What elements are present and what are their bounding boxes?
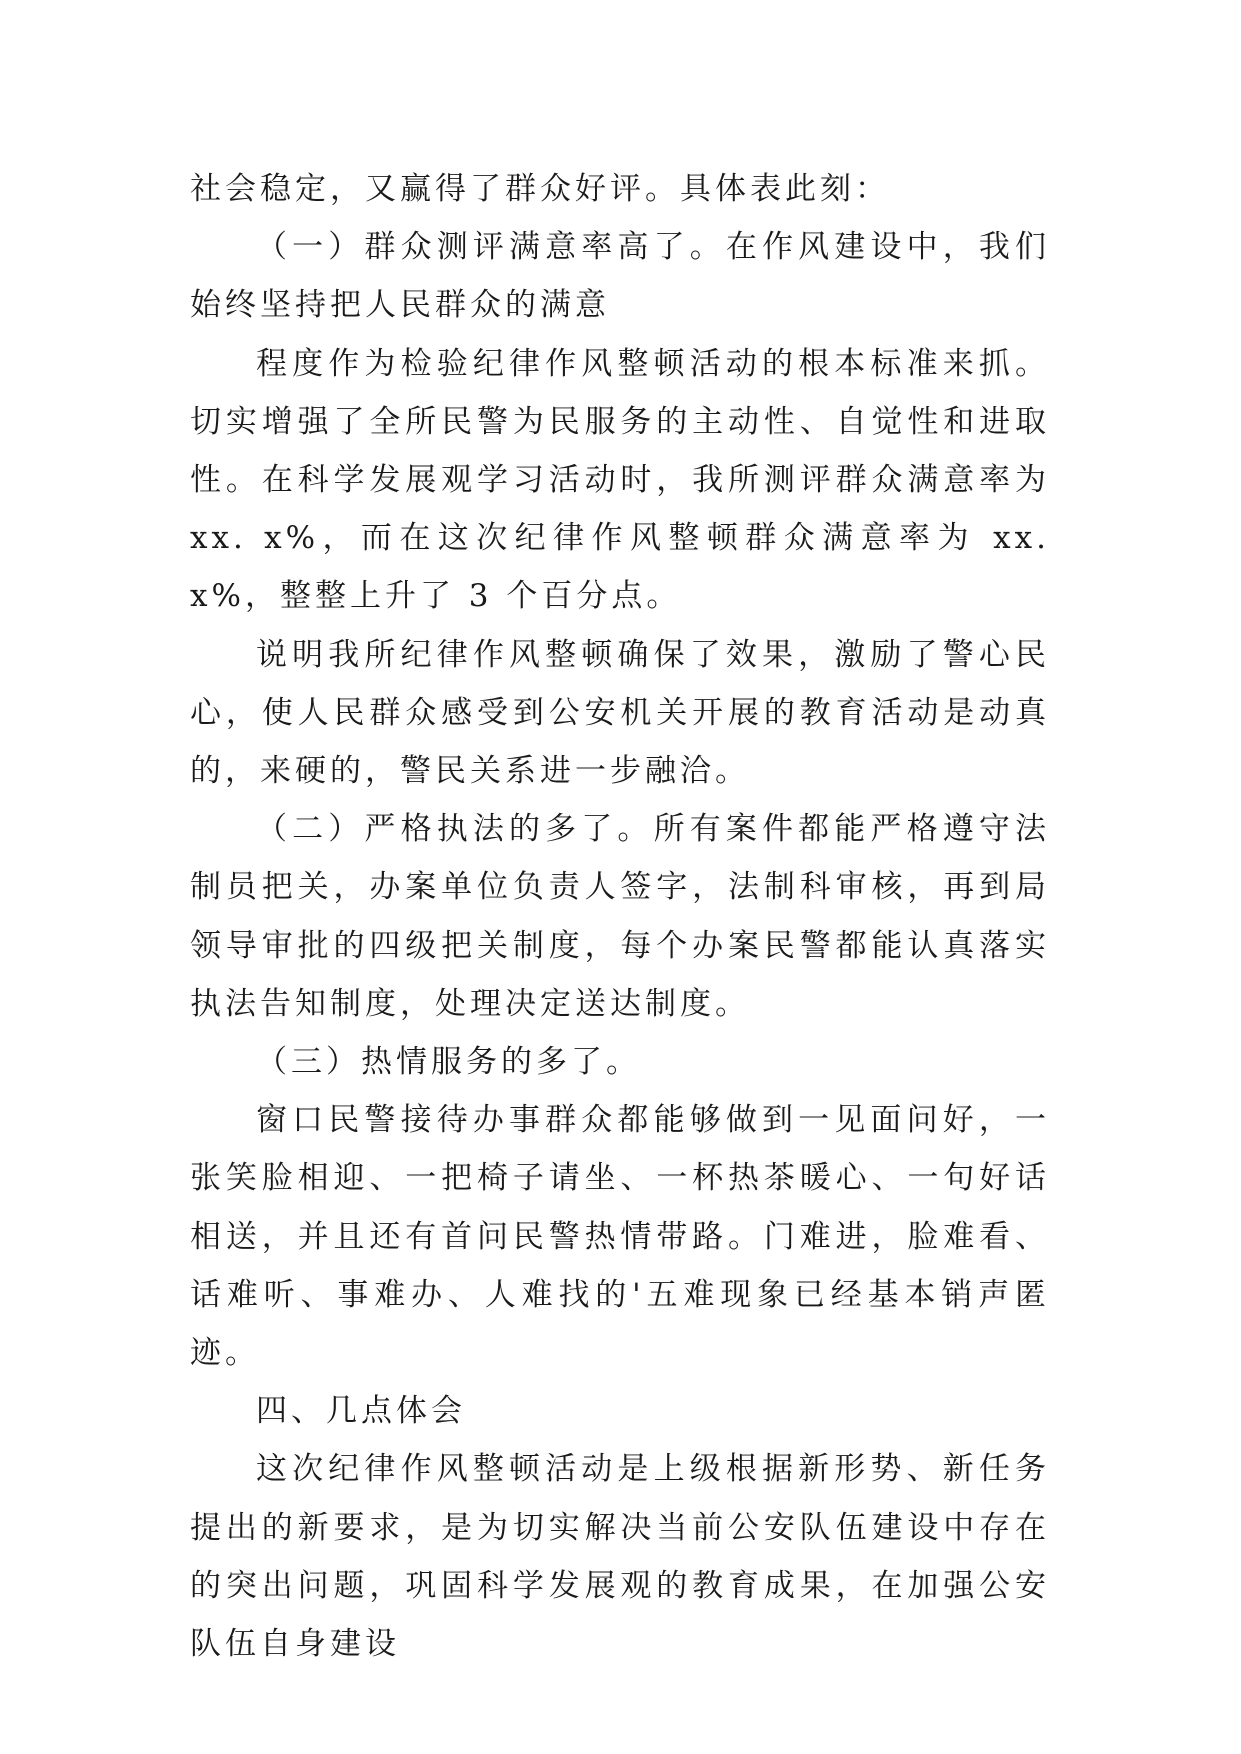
section-heading: 四、几点体会	[256, 1393, 466, 1430]
paragraph-9: 这次纪律作风整顿活动是上级根据新形势、新任务提出的新要求，是为切实解决当前公安队伍建设中存在的突出问题，巩固科学发展观的教育成果，在加强公安队伍自身建设	[190, 1451, 1050, 1663]
paragraph-7: 窗口民警接待办事群众都能够做到一见面问好，一张笑脸相迎、一把椅子请坐、一杯热茶暖心、一句好话相送，并且还有首问民警热情带路。门难进，脸难看、话难听、事难办、人难找的'五难现象已经基本销声匿迹。	[190, 1102, 1050, 1372]
paragraph-4: 说明我所纪律作风整顿确保了效果，激励了警心民心，使人民群众感受到公安机关开展的教育活动是动真的，来硬的，警民关系进一步融洽。	[190, 636, 1050, 790]
paragraph-5: （二）严格执法的多了。所有案件都能严格遵守法制员把关，办案单位负责人签字，法制科审核，再到局领导审批的四级把关制度，每个办案民警都能认真落实执法告知制度，处理决定送达制度。	[190, 811, 1050, 1022]
document-body	[190, 160, 1050, 1673]
paragraph-2: （一）群众测评满意率高了。在作风建设中，我们始终坚持把人民群众的满意	[190, 229, 1050, 324]
paragraph-3: 程度作为检验纪律作风整顿活动的根本标准来抓。切实增强了全所民警为民服务的主动性、自觉性和进取性。在科学发展观学习活动时，我所测评群众满意率为 xx. x%，而在这次纪律作风整顿群众满意率为 xx. x%，整整上升了 3 个百分点。	[190, 345, 1050, 615]
paragraph-1: 社会稳定，又赢得了群众好评。具体表此刻：	[190, 171, 890, 207]
paragraph-6: （三）热情服务的多了。	[256, 1044, 641, 1081]
